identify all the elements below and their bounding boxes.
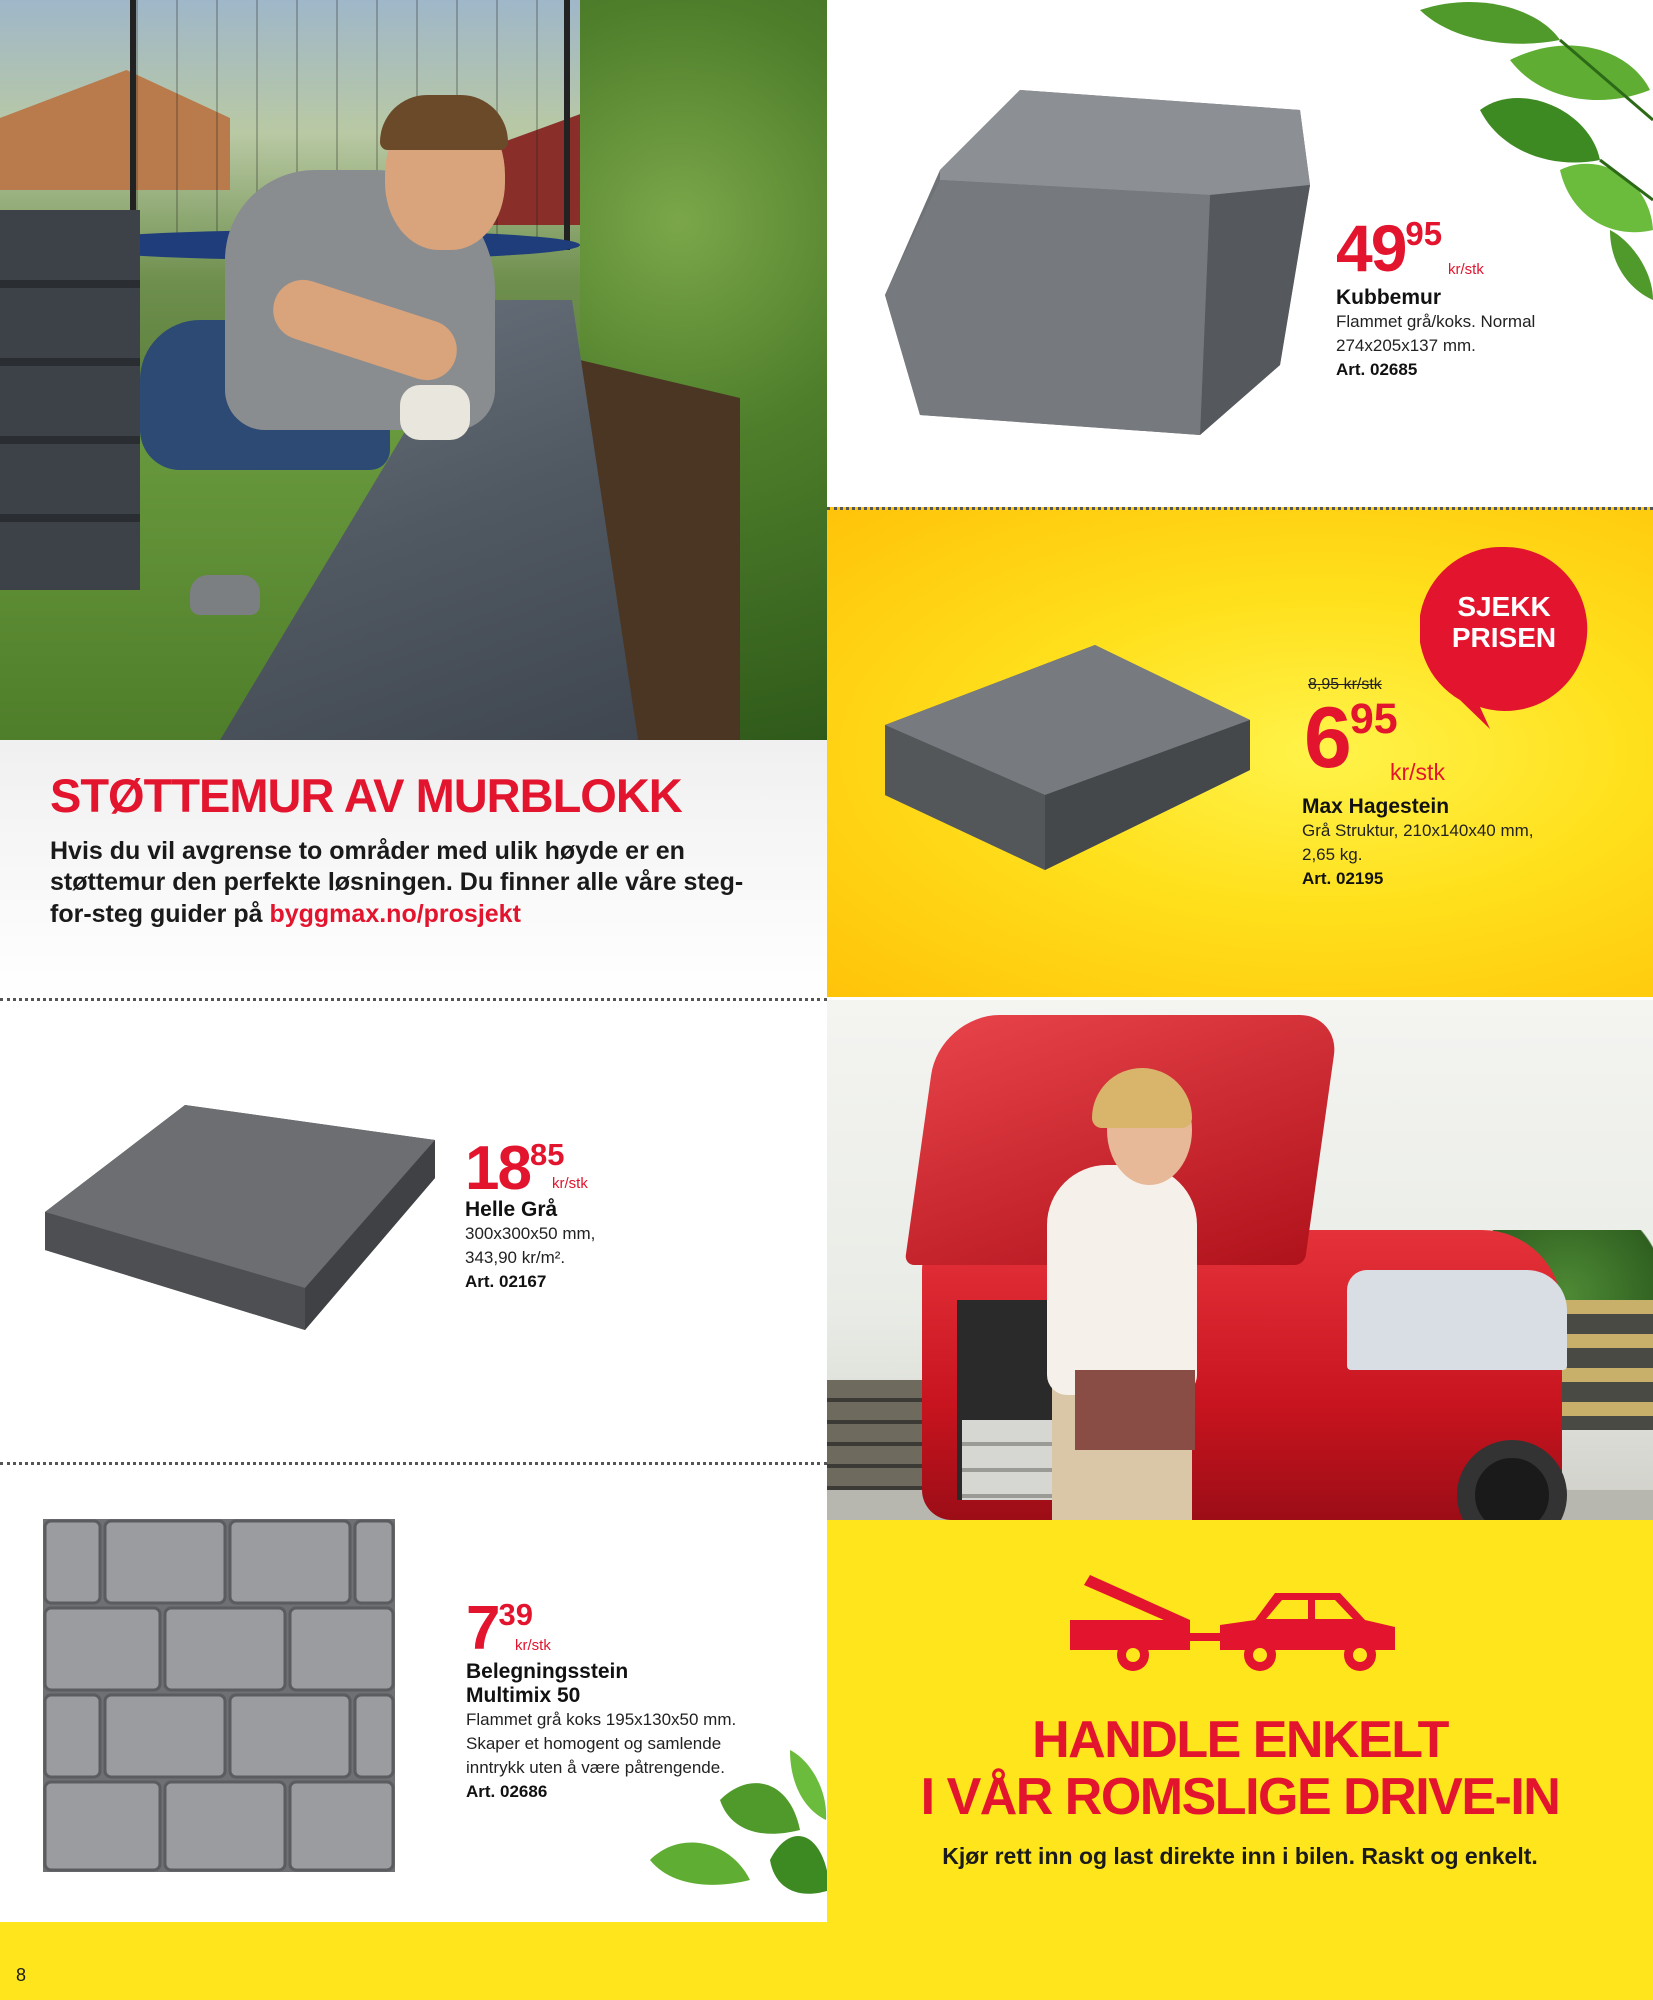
price-decimal: 95 [1405, 215, 1443, 253]
stacked-blocks [0, 210, 140, 590]
woman-skirt [1075, 1370, 1195, 1450]
price-integer: 18 [465, 1134, 530, 1203]
page-number: 8 [16, 1965, 27, 1985]
helle-tile-image [40, 1100, 440, 1340]
product-desc: 274x205x137 mm. [1336, 335, 1476, 355]
product-desc: inntrykk uten å være påtrengende. [466, 1757, 725, 1777]
price-integer: 7 [466, 1594, 499, 1663]
kubbemur-block-image [880, 85, 1310, 435]
work-glove [400, 385, 470, 440]
kubbemur-info [1336, 286, 1636, 382]
helle-info [465, 1198, 795, 1294]
price-unit: kr/stk [515, 1637, 551, 1654]
man-hair [380, 95, 508, 150]
product-name: Multimix 50 [466, 1684, 581, 1708]
story-text [50, 836, 770, 931]
prosjekt-link[interactable]: byggmax.no/prosjekt [269, 900, 521, 929]
tow-truck-icon [1070, 1575, 1400, 1675]
article-number: Art. 02686 [466, 1781, 548, 1801]
product-desc: Grå Struktur, 210x140x40 mm, [1302, 821, 1534, 841]
woman-torso [1047, 1165, 1197, 1395]
drive-in-subtitle: Kjør rett inn og last direkte inn i bilen. Raskt og enkelt. [942, 1843, 1538, 1869]
price-unit: kr/stk [1390, 759, 1445, 785]
product-name: Kubbemur [1336, 286, 1441, 309]
man-shoe [190, 575, 260, 615]
sjekk-prisen-text [1420, 592, 1588, 654]
car-window [1347, 1270, 1567, 1370]
hagestein-image [880, 630, 1260, 880]
price-decimal: 95 [1349, 695, 1398, 744]
title-line: I VÅR ROMSLIGE DRIVE-IN [920, 1768, 1560, 1827]
article-number: Art. 02167 [465, 1271, 547, 1291]
price-decimal: 39 [498, 1596, 533, 1632]
drive-in-title [827, 1712, 1653, 1826]
price-integer: 49 [1336, 211, 1406, 285]
drive-in-photo [827, 1000, 1653, 1520]
article-number: Art. 02685 [1336, 359, 1418, 379]
separator [827, 507, 1653, 510]
hero-photo [0, 0, 827, 740]
belegningsstein-image [43, 1519, 395, 1872]
product-desc: Flammet grå koks 195x130x50 mm. [466, 1710, 737, 1730]
old-price: 8,95 kr/stk [1308, 676, 1382, 693]
footer-bar [0, 1922, 1653, 2000]
product-desc: 2,65 kg. [1302, 844, 1363, 864]
hagestein-info [1302, 795, 1642, 891]
product-desc: Skaper et homogent og samlende [466, 1734, 722, 1754]
separator [0, 998, 827, 1001]
price-decimal: 85 [529, 1136, 565, 1172]
story-title: STØTTEMUR AV MURBLOKK [50, 769, 682, 822]
price-unit: kr/stk [552, 1175, 588, 1192]
price-unit: kr/stk [1448, 261, 1484, 278]
separator [0, 1462, 827, 1465]
product-name: Helle Grå [465, 1198, 558, 1221]
badge-line: PRISEN [1451, 621, 1557, 653]
leaves-decoration [640, 1740, 830, 1920]
article-number: Art. 02195 [1302, 868, 1384, 888]
product-desc: 343,90 kr/m². [465, 1247, 566, 1267]
hagestein-price [1304, 690, 1398, 786]
kubbemur-price [1336, 211, 1443, 285]
title-line: HANDLE ENKELT [1032, 1711, 1448, 1769]
product-desc: 300x300x50 mm, [465, 1224, 596, 1244]
badge-line: SJEKK [1457, 591, 1551, 622]
story-section [0, 740, 827, 998]
price-integer: 6 [1304, 690, 1350, 786]
story-body: Hvis du vil avgrense to områder med ulik høyde er en støttemur den perfekte løsningen. Du finner alle våre steg-for-steg guider på [50, 836, 744, 929]
product-name: Max Hagestein [1302, 795, 1450, 818]
product-desc: Flammet grå/koks. Normal [1336, 312, 1536, 332]
product-name: Belegningsstein [466, 1660, 629, 1683]
helle-price [465, 1134, 565, 1203]
